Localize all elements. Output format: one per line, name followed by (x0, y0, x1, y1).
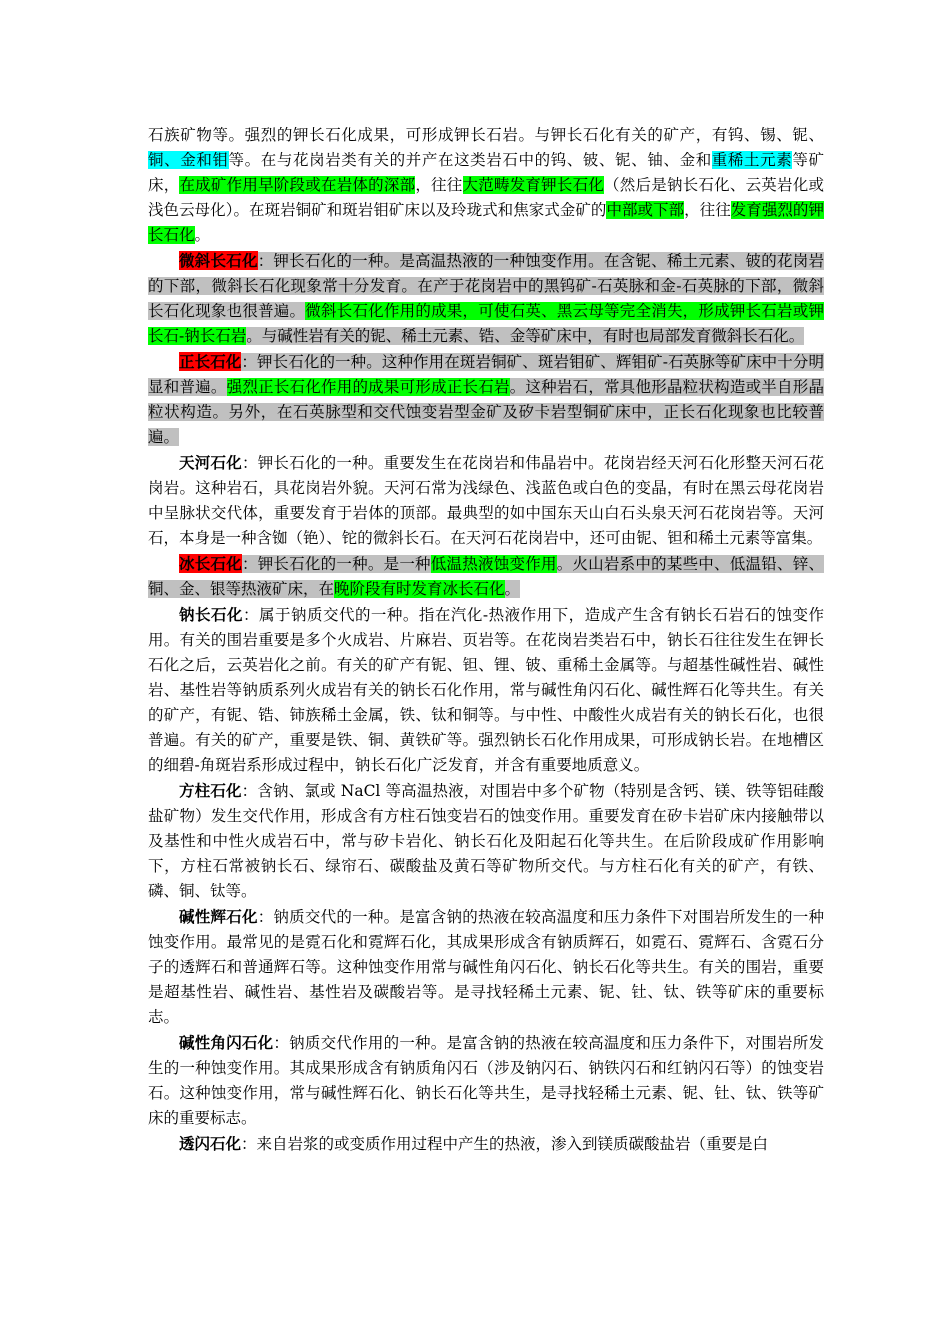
body-text: ，往往 (415, 176, 463, 194)
body-text: ：属于钠质交代的一种。指在汽化-热液作用下，造成产生含有钠长石岩石的蚀变作用。有关的围岩重要是多个火成岩、片麻岩、页岩等。在花岗岩类岩石中，钠长石往往发生在钾长石化之后，云英岩化之前。有关的矿产有铌、钽、锂、铍、重稀土金属等。与超基性碱性岩、碱性岩、基性岩等钠质系列火成岩有关的钠长石化作用，常与碱性角闪石化、碱性辉石化等共生。有关的矿产，有铌、锆、铈族稀土金属，铁、钛和铜等。与中性、中酸性火成岩有关的钠长石化，也很普遍。有关的矿产，重要是铁、铜、黄铁矿等。强烈钠长石化作用成果，可形成钠长岩。在地槽区的细碧-角斑岩系形成过程中，钠长石化广泛发育，并含有重要地质意义。 (148, 606, 824, 774)
highlighted-text: 发育强烈的钾长石化 (148, 201, 824, 244)
body-text: ：钠质交代的一种。是富含钠的热液在较高温度和压力条件下对围岩所发生的一种蚀变作用。最常见的是霓石化和霓辉石化，其成果形成含有钠质辉石，如霓石、霓辉石、含霓石分子的透辉石和普通辉石等。这种蚀变作用常与碱性角闪石化、钠长石化等共生。有关的围岩，重要是超基性岩、碱性岩、基性岩及碳酸岩等。是寻找轻稀土元素、铌、钍、钛、铁等矿床的重要标志。 (148, 908, 824, 1026)
body-text: 。 (194, 226, 211, 244)
body-text: ：来自岩浆的或变质作用过程中产生的热液，渗入到镁质碳酸盐岩（重要是白 (241, 1135, 769, 1153)
body-text: ：钠质交代作用的一种。是富含钠的热液在较高温度和压力条件下，对围岩所发生的一种蚀变作用。其成果形成含有钠质角闪石（涉及钠闪石、钠铁闪石和红钠闪石等）的蚀变岩石。这种蚀变作用，常与碱性辉石化、钠长石化等共生，是寻找轻稀土元素、铌、钍、钛、铁等矿床的重要标志。 (148, 1034, 824, 1127)
highlighted-text: 。这种岩石，常具他形晶粒状构造或半自形晶粒状构造。另外，在石英脉型和交代蚀变岩型金矿及矽卡岩型铜矿床中，正长石化现象也比较普遍。 (148, 378, 824, 446)
document-body (148, 123, 824, 1157)
highlighted-text: 重稀土元素 (711, 151, 793, 169)
highlighted-text: 铜、金和钼 (148, 151, 229, 169)
term-heading: 冰长石化 (179, 554, 242, 573)
term-heading: 正长石化 (179, 352, 242, 371)
paragraph (148, 123, 824, 248)
term-heading: 碱性角闪石化 (179, 1033, 274, 1052)
body-text: ：钾长石化的一种。重要发生在花岗岩和伟晶岩中。花岗岩经天河石化形整天河石花岗岩。这种岩石，具花岗岩外貌。天河石常为浅绿色、浅蓝色或白色的变晶，有时在黑云母花岗岩中呈脉状交代体，重要发育于岩体的顶部。最典型的如中国东天山白石头泉天河石花岗岩等。天河石，本身是一种含铷（铯）、铊的微斜长石。在天河石花岗岩中，还可由铌、钽和稀土元素等富集。 (148, 454, 824, 547)
term-heading: 天河石化 (179, 453, 242, 472)
term-heading: 方柱石化 (179, 781, 242, 800)
highlighted-text: ：钾长石化的一种。这种作用在斑岩铜矿、斑岩钼矿、辉钼矿-石英脉等矿床中十分明显和普遍。 (148, 353, 824, 396)
highlighted-text: 。火山岩系中的某些中、低温铅、锌、铜、金、银等热液矿床，在 (148, 555, 824, 598)
paragraph (148, 778, 824, 904)
body-text: 等。在与花岗岩类有关的并产在这类岩石中的钨、铍、铌、铀、金和 (228, 151, 712, 169)
paragraph (148, 904, 824, 1030)
term-heading: 碱性辉石化 (179, 907, 258, 926)
highlighted-text: 强烈正长石化作用的成果可形成正长石岩 (226, 378, 510, 396)
paragraph (148, 551, 824, 602)
highlighted-text: 大范畴发育钾长石化 (462, 176, 605, 194)
paragraph (148, 602, 824, 778)
highlighted-text: 微斜长石化作用的成果，可使石英、黑云母等完全消失，形成钾长石岩或钾长石-钠长石岩 (148, 302, 824, 345)
body-text: 石族矿物等。强烈的钾长石化成果，可形成钾长石岩。与钾长石化有关的矿产，有钨、锡、铌、 (148, 126, 824, 144)
body-text: 等矿床， (148, 151, 824, 194)
paragraph (148, 349, 824, 450)
highlighted-text: ：钾长石化的一种。是一种 (241, 555, 431, 573)
paragraph (148, 450, 824, 551)
highlighted-text: 中部或下部 (606, 201, 685, 219)
body-text: ，往往 (684, 201, 731, 219)
highlighted-text: 晚阶段有时发育冰长石化 (334, 580, 505, 598)
body-text: （然后是钠长石化、云英岩化或浅色云母化）。在斑岩铜矿和斑岩钼矿床以及玲珑式和焦家式金矿的 (148, 176, 824, 219)
highlighted-text: 。 (504, 580, 521, 598)
paragraph (148, 1131, 824, 1157)
highlighted-text: 在成矿作用早阶段或在岩体的深部 (179, 176, 416, 194)
paragraph (148, 248, 824, 349)
term-heading: 微斜长石化 (179, 251, 258, 270)
term-heading: 钠长石化 (179, 605, 243, 624)
body-text: ：含钠、氯或 NaCl 等高温热液，对围岩中多个矿物（特别是含钙、镁、铁等铝硅酸盐矿物）发生交代作用，形成含有方柱石蚀变岩石的蚀变作用。重要发育在矽卡岩矿床内接触带以及基性和中性火成岩石中，常与矽卡岩化、钠长石化及阳起石化等共生。在后阶段成矿作用影响下，方柱石常被钠长石、绿帘石、碳酸盐及黄石等矿物所交代。与方柱石化有关的矿产，有铁、磷、铜、钛等。 (148, 782, 824, 900)
term-heading: 透闪石化 (179, 1134, 242, 1153)
highlighted-text: ：钾长石化的一种。是高温热液的一种蚀变作用。在含铌、稀土元素、铍的花岗岩的下部，微斜长石化现象常十分发育。在产于花岗岩中的黑钨矿-石英脉和金-石英脉的下部，微斜长石化现象也很普遍。 (148, 252, 824, 320)
highlighted-text: 。与碱性岩有关的铌、稀土元素、锆、金等矿床中，有时也局部发育微斜长石化。 (246, 327, 805, 345)
highlighted-text: 低温热液蚀变作用 (430, 555, 557, 573)
paragraph (148, 1030, 824, 1131)
